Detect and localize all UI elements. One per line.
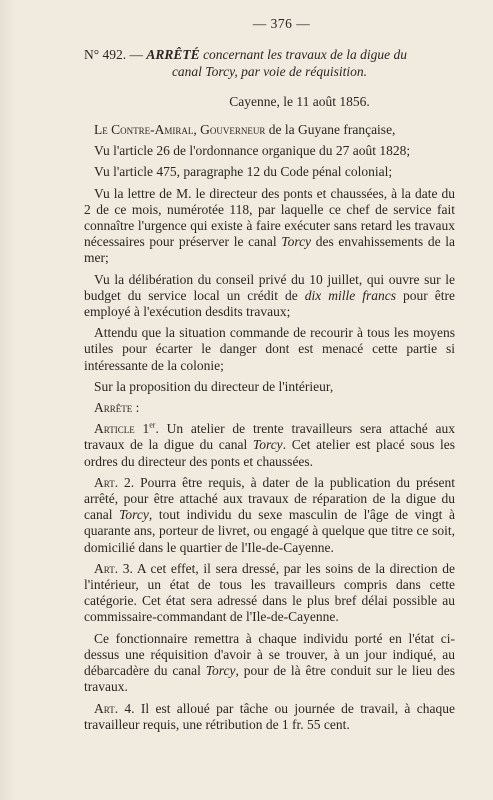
decree-word: ARRÊTÉ [146,47,200,62]
heading-dash: — [129,47,144,62]
paragraph-vu-article-475: Vu l'article 475, paragraphe 12 du Code pénal colonial; [94,164,393,180]
decree-heading [84,46,455,80]
text-run: . Un atelier de trente travailleurs sera attaché aux travaux de la digue du canal [84,421,455,453]
paragraph-vu-lettre [84,186,455,267]
text-run: pour être employé à l'exécution desdits travaux; [84,287,455,320]
text-run: A cet effet, il sera dressé, par les soins de la direction de l'intérieur, un état de tous les travailleurs compris dans cette catégorie. Cet état sera adressé dans le plus bref délai possible au commissaire-commandant de l'Ile-de-Cayenne. [84,560,455,625]
italic-run: Torcy [205,663,236,679]
article-3 [84,561,455,626]
page-number: — 376 — [252,16,311,31]
paragraph-proposition: Sur la proposition du directeur de l'intérieur, [94,378,334,394]
text-run: , tout individu du sexe masculin de l'âge de vingt à quarante ans, porteur de livret, ou engagé à quelque que titre ce soit, domicilié dans le quartier de l'Ile-de-Cayenne. [84,507,455,555]
paragraph-attendu: Attendu que la situation commande de recourir à tous les moyens utiles pour écarter le danger dont est menacé cette partie si intéressante de la colonie; [84,325,455,373]
paragraph-fonctionnaire [84,631,455,696]
dateline: Cayenne, le 11 août 1856. [229,94,370,109]
text-run: des envahissements de la mer; [84,234,455,266]
heading-line-1: concernant les travaux de la digue du [203,47,408,62]
decree-number: N° 492. [84,47,127,62]
text-run: Il est alloué par tâche ou journée de travail, à chaque travailleur requis, une rétribution de 1 fr. 55 cent. [84,700,455,732]
governor-title: Le Contre-Amiral, Gouverneur [94,122,266,137]
paragraph-vu-deliberation [84,272,455,321]
paragraph-vu-article-26: Vu l'article 26 de l'ordonnance organique du 27 août 1828; [94,143,411,159]
text-run: . Cet atelier est placé sous les ordres du directeur des ponts et chaussées. [84,437,455,469]
article-4 [84,701,455,733]
text-run: Vu la délibération du conseil privé du 10 juillet, qui ouvre sur le budget du service local un crédit de [84,271,455,303]
italic-run: dix mille francs [304,287,396,303]
italic-run: Torcy [252,437,283,453]
article-label: Art. 3. [94,560,133,576]
article-sup: er [149,420,156,430]
article-label: Art. 4. [94,700,135,716]
heading-line-2: canal Torcy, par voie de réquisition. [171,64,368,79]
article-label: Article 1 [94,421,150,437]
text-run: Vu la lettre de M. le directeur des ponts et chaussées, à la date du 2 de ce mois, numérotée 118, par laquelle ce chef de service fait connaître l'urgence qui existe à faire exécuter sans retard les travaux nécessaires pour préserver le canal [84,185,455,250]
article-label: Art. 2. [94,474,135,490]
governor-line [84,122,455,138]
text-run: Pourra être requis, à dater de la publication du présent arrêté, pour être attaché aux travaux de réparation de la digue du canal [84,474,455,523]
article-2 [84,475,455,556]
article-1 [84,421,455,470]
governor-line-rest: de la Guyane française, [265,122,396,137]
italic-run: Torcy [119,507,149,523]
text-run: , pour de là être conduit sur le lieu des travaux. [84,663,455,695]
text-run: Ce fonctionnaire remettra à chaque individu porté en l'état ci-dessus une réquisition d'avoir à se trouver, à un jour indiqué, au débarcadère du canal [84,630,455,679]
arrete-line: Arrête : [94,400,140,416]
italic-run: Torcy [281,234,312,250]
